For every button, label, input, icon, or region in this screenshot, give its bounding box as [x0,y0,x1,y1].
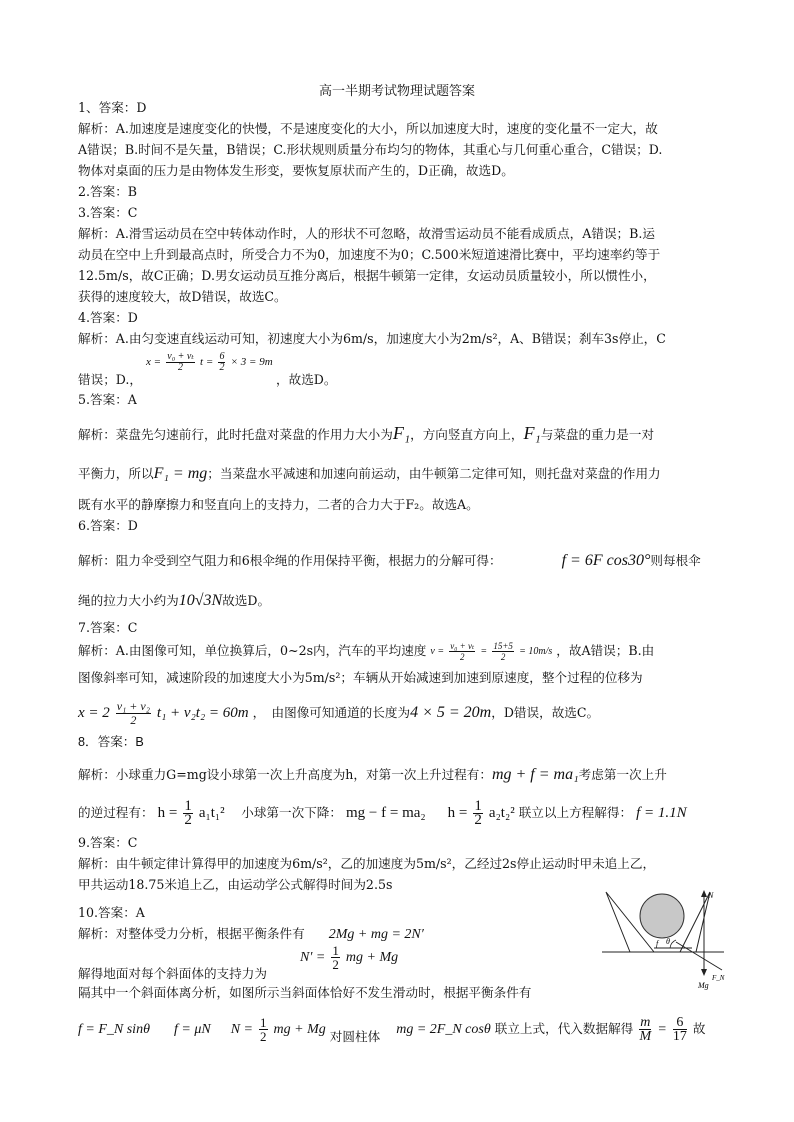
fn-arrow [676,942,722,970]
label-n: N [708,891,714,900]
q4-line-2-suffix: ，故选D。 [276,372,337,387]
q8-line-1: 解析：小球重力G=mg设小球第一次上升高度为h，对第一次上升过程有：mg + f = ma₁考虑第一次上升 [78,766,667,783]
label-mg: Mg [698,981,709,990]
mg-arrow-head [701,969,707,976]
q10-line-1: 解析：对整体受力分析，根据平衡条件有 2Mg + mg = 2N′ [78,926,424,942]
q7-line-1: 解析：A.由图像可知，单位换算后，0~2s内，汽车的平均速度 v = $\frac{\text{v₀ + vₜ}}{2}$ = $\frac{15+5}{2}$ = 10m/s ，故A错误；B.由 [78,641,655,662]
q6-answer: 6.答案：D [78,518,138,533]
q1-line-2: A错误；B.时间不是矢量，B错误；C.形状规则质量分布均匀的物体，其重心与几何重心重合，C错误；D. [78,142,663,157]
q4-line-1: 解析：A.由匀变速直线运动可知，初速度大小为6m/s，加速度大小为2m/s²，A、B错误；刹车3s停止，C [78,331,666,346]
cylinder [640,894,684,938]
q7-answer: 7.答案：C [78,620,138,635]
n-arrow-head [701,890,707,897]
angle-arc [670,940,676,948]
q7-line-3: x = 2 $\frac{\text{v₁ + v₂}}{2}$ t₁ + v₂t₂ = 60m ， 由图像可知通道的长度为4 × 5 = 20m，D错误，故选C。 [78,699,600,727]
q7-line-2: 图像斜率可知，减速阶段的加速度大小为5m/s²；车辆从开始减速到加速到原速度，整个过程的位移为 [78,670,643,685]
q10-line-2: 解得地面对每个斜面体的支持力为 [78,966,267,981]
q3-line-1: 解析：A.滑雪运动员在空中转体动作时，人的形状不可忽略，故滑雪运动员不能看成质点，A错误；B.运 [78,226,655,241]
label-f: f [656,939,659,948]
q4-line-2-prefix: 错误；D.， [78,372,143,387]
label-fn: F_N [712,974,725,982]
q10-line-3: 隔其中一个斜面体离分析，如图所示当斜面体恰好不发生滑动时，根据平衡条件有 [78,985,532,1000]
q5-line-3: 既有水平的静摩擦力和竖直向上的支持力，二者的合力大于F₂。故选A。 [78,497,479,512]
q3-answer: 3.答案：C [78,205,138,220]
q4-equation: x = $\frac{\text{v₀ + vₜ}}{2}$ t = $\frac{6}{2}$ × 3 = 9m [146,351,273,373]
q3-line-3: 12.5m/s，故C正确；D.男女运动员互推分离后，根据牛顿第一定律，女运动员质量较小，所以惯性小， [78,268,656,283]
q6-line-2: 绳的拉力大小约为10√3N故选D。 [78,592,271,609]
q10-line-4: f = F_N sinθ f = μN N = $\frac{1}{2}$ mg + Mg 对圆柱体 mg = 2F_N cosθ 联立上式，代入数据解得 $\frac{m}{M}$ = $\frac{6}{17}$ 故 [78,1015,706,1044]
q3-line-2: 动员在空中上升到最高点时，所受合力不为0，加速度不为0；C.500米短道速滑比赛中，平均速率约等于 [78,247,661,262]
q8-line-2: 的逆过程有： h = $\frac{1}{2}$ a₁t₁² 小球第一次下降： mg − f = ma₂ h = $\frac{1}{2}$ a₂t₂² 联立以上方程解得： f = 1.1N [78,798,687,828]
q9-line-2: 甲共运动18.75米追上乙，由运动学公式解得时间为2.5s [78,877,393,892]
q1-line-1: 解析：A.加速度是速度变化的快慢，不是速度变化的大小，所以加速度大时，速度的变化量不一定大，故 [78,121,658,136]
q10-answer: 10.答案：A [78,905,145,920]
q5-line-1: 解析：菜盘先匀速前行，此时托盘对菜盘的作用力大小为F₁，方向竖直方向上，F₁与菜盘的重力是一对 [78,423,655,443]
q3-line-4: 获得的速度较大，故D错误，故选C。 [78,289,287,304]
q1-line-3: 物体对桌面的压力是由物体发生形变，要恢复原状而产生的，D正确，故选D。 [78,163,514,178]
q5-answer: 5.答案：A [78,392,137,407]
q4-answer: 4.答案：D [78,310,138,325]
label-theta: θ [666,937,670,946]
document-title: 高一半期考试物理试题答案 [318,84,475,99]
force-diagram [596,886,726,996]
q9-answer: 9.答案：C [78,835,138,850]
q2-answer: 2.答案：B [78,184,138,199]
right-wedge [680,892,710,952]
q9-line-1: 解析：由牛顿定律计算得甲的加速度为6m/s²，乙的加速度为5m/s²，乙经过2s停止运动时甲未追上乙， [78,856,656,871]
q1-answer: 1、答案：D [78,100,147,115]
q6-line-1: 解析：阻力伞受到空气阻力和6根伞绳的作用保持平衡，根据力的分解可得： f = 6F cos30°则每根伞 [78,552,701,569]
q5-line-2: 平衡力，所以F₁ = mg；当菜盘水平减速和加速向前运动，由牛顿第二定律可知，则托盘对菜盘的作用力 [78,465,661,482]
q8-answer: 8．答案：B [78,735,144,749]
q10-eq-nprime: N′ = $\frac{1}{2}$ mg + Mg [300,943,399,972]
